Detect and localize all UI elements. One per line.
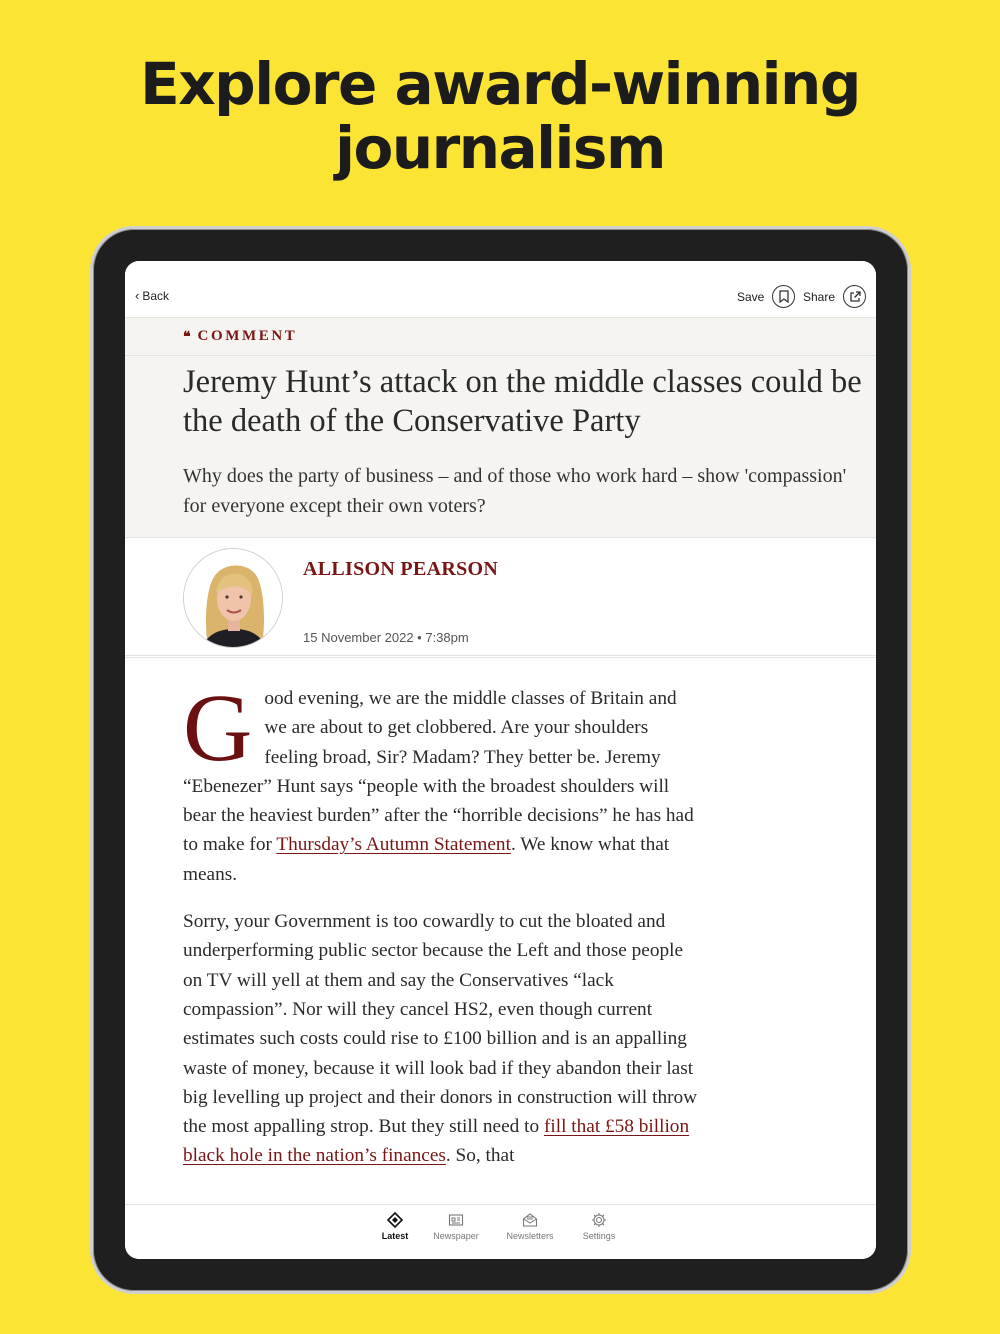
back-label: Back (142, 288, 170, 303)
tab-label: Newsletters (506, 1231, 554, 1241)
save-button[interactable] (737, 285, 795, 308)
promo-title-line-1: Explore award-winning (140, 50, 860, 118)
tablet-frame (90, 226, 911, 1294)
tab-newsletters[interactable] (495, 1212, 565, 1241)
tab-label: Settings (582, 1231, 616, 1241)
author-name[interactable]: ALLISON PEARSON (303, 558, 499, 580)
bookmark-icon (772, 285, 795, 308)
paragraph-text: . We know what that means. (183, 834, 670, 885)
drop-cap: G (183, 674, 253, 781)
paragraph (183, 674, 703, 889)
share-label: Share (803, 289, 836, 304)
paragraph-text: . So, that (445, 1145, 515, 1167)
paragraph (183, 907, 703, 1171)
share-button[interactable] (803, 285, 866, 308)
author-avatar[interactable] (183, 548, 283, 648)
divider (125, 355, 876, 356)
publish-date: 15 November 2022 • 7:38pm (303, 630, 469, 645)
quote-icon: ❝ (183, 328, 191, 345)
standfirst: Why does the party of business – and of those who work hard – show 'compassion' for everyone except their own voters? (183, 465, 847, 517)
article-body (183, 674, 703, 1189)
section-tag[interactable] (183, 328, 297, 345)
tab-label: Newspaper (433, 1231, 479, 1241)
chevron-left-icon: ‹ (135, 288, 140, 303)
paragraph-text: ood evening, we are the middle classes of Britain and we are about to get clobbered. Are your shoulders feeling broad, Sir? Madam? They better be. Jeremy “Ebenezer” Hunt says “people with the broadest shoulders will bear the heaviest burden” after the “horrible decisions” he has had to make for (183, 688, 694, 856)
byline (125, 538, 876, 658)
paragraph-text: Sorry, your Government is too cowardly to cut the bloated and underperforming public sector because the Left and those people on TV will yell at them and say the Conservatives “lack compassion”. Nor will they cancel HS2, even though current estimates such costs could rise to £100 billion and is an appalling waste of money, because it will look bad if they abandon their last big levelling up project and their donors in construction will throw the most appalling strop. But they still need to (183, 911, 698, 1138)
share-icon (843, 285, 866, 308)
black-hole-link[interactable]: fill that £58 billion black hole in the nation’s finances (183, 1116, 690, 1167)
settings-icon (591, 1212, 607, 1228)
article-header (125, 318, 876, 538)
promo-title (0, 52, 1000, 180)
autumn-statement-link[interactable]: Thursday’s Autumn Statement (276, 834, 511, 856)
back-button[interactable] (135, 288, 169, 303)
latest-icon (387, 1212, 403, 1228)
tab-latest[interactable] (360, 1212, 430, 1241)
save-label: Save (737, 289, 765, 304)
app-screen (125, 261, 876, 1259)
top-bar (125, 261, 876, 318)
section-label: COMMENT (197, 328, 298, 344)
tab-settings[interactable] (564, 1212, 634, 1241)
newspaper-icon (448, 1212, 464, 1228)
tab-newspaper[interactable] (421, 1212, 491, 1241)
headline: Jeremy Hunt’s attack on the middle classes could be the death of the Conservative Party (183, 364, 862, 439)
tab-bar (125, 1204, 876, 1259)
newsletters-icon (522, 1212, 538, 1228)
tab-label: Latest (381, 1231, 409, 1241)
promo-title-line-2: journalism (335, 114, 665, 182)
